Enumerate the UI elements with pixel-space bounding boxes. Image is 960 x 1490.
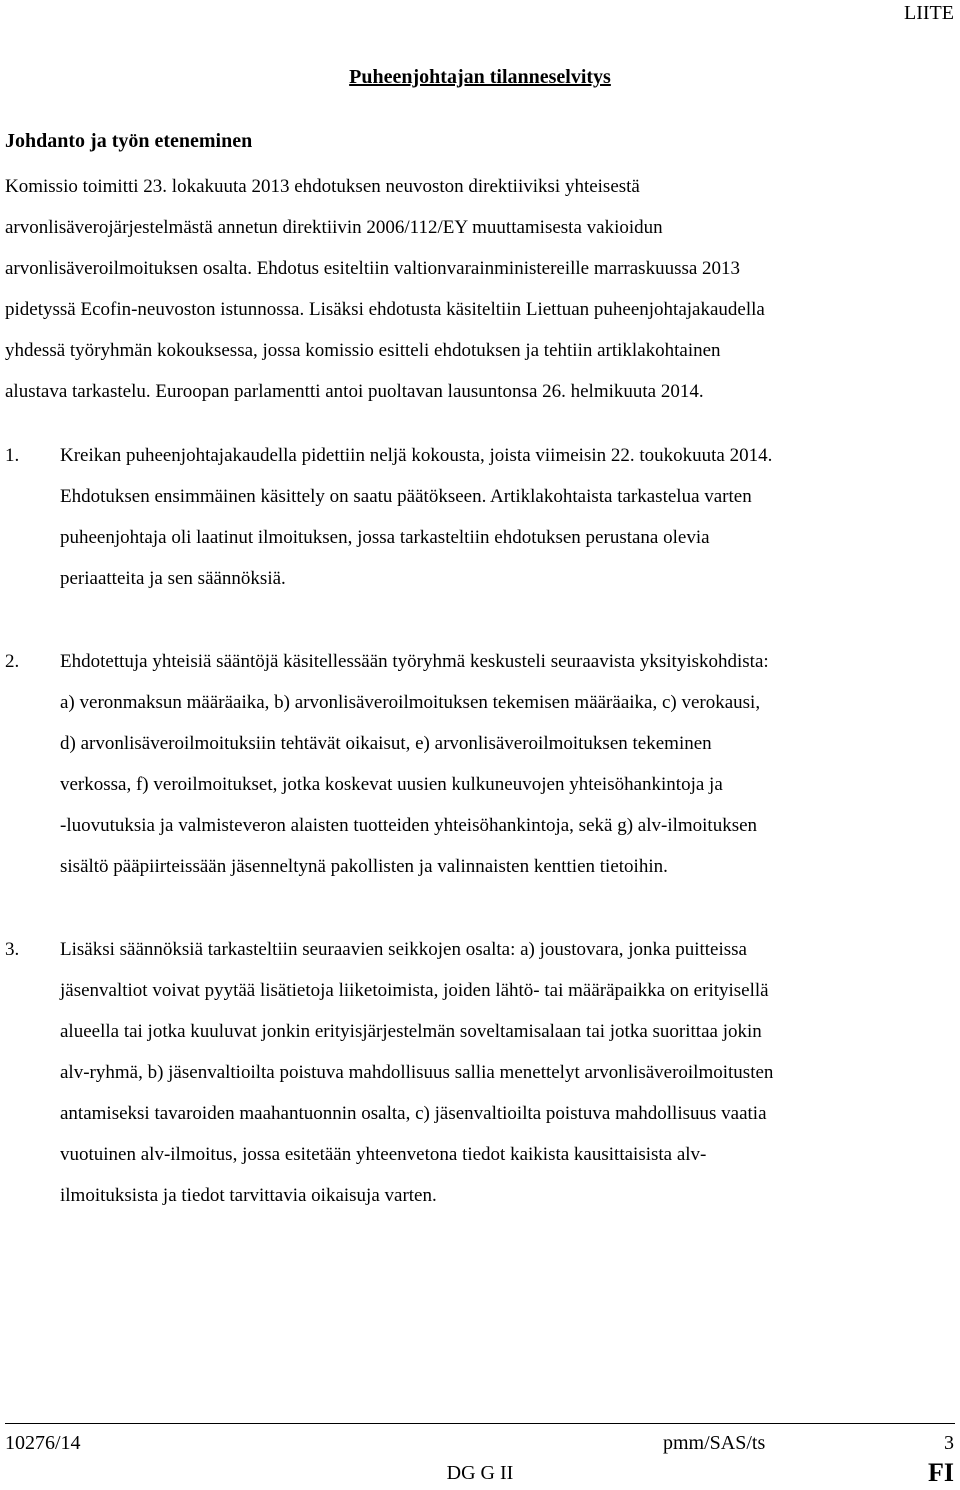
- intro-line: alustava tarkastelu. Euroopan parlamentti antoi puoltavan lausuntonsa 26. helmikuuta 2014.: [5, 381, 704, 402]
- point-line: alueella tai jotka kuuluvat jonkin erityisjärjestelmän soveltamisalaan tai jotka suorittaa jokin: [60, 1021, 762, 1042]
- language-code: FI: [928, 1458, 954, 1487]
- point-line: antamiseksi tavaroiden maahantuonnin osalta, c) jäsenvaltioilta poistuva mahdollisuus vaatia: [60, 1103, 767, 1124]
- point-body: [60, 929, 955, 1216]
- footer-divider: [5, 1423, 955, 1424]
- point-line: alv-ryhmä, b) jäsenvaltioilta poistuva mahdollisuus sallia menettelyt arvonlisäveroilmoitusten: [60, 1062, 774, 1083]
- page-number: 3: [944, 1432, 954, 1454]
- point-line: ilmoituksista ja tiedot tarvittavia oikaisuja varten.: [60, 1185, 437, 1206]
- document-title: [0, 63, 960, 91]
- point-line: puheenjohtaja oli laatinut ilmoituksen, jossa tarkasteltiin ehdotuksen perustana olevia: [60, 527, 710, 548]
- annex-label: LIITE: [904, 2, 954, 24]
- intro-line: Komissio toimitti 23. lokakuuta 2013 ehdotuksen neuvoston direktiiviksi yhteisestä: [5, 176, 640, 197]
- point-line: Ehdotettuja yhteisiä sääntöjä käsitellessään työryhmä keskusteli seuraavista yksityiskohdista:: [60, 651, 769, 672]
- document-reference: 10276/14: [5, 1432, 81, 1454]
- point-line: -luovutuksia ja valmisteveron alaisten tuotteiden yhteisöhankintoja, sekä g) alv-ilmoituksen: [60, 815, 758, 836]
- directorate-text: DG G II: [446, 1462, 514, 1484]
- numbered-point-2: [5, 641, 955, 887]
- point-line: Kreikan puheenjohtajakaudella pidettiin neljä kokousta, joista viimeisin 22. toukokuuta 2014.: [60, 445, 773, 466]
- point-line: jäsenvaltiot voivat pyytää lisätietoja liiketoimista, joiden lähtö- tai määräpaikka on erityisellä: [60, 980, 769, 1001]
- intro-line: yhdessä työryhmän kokouksessa, jossa komissio esitteli ehdotuksen ja tehtiin artiklakohtainen: [5, 340, 721, 361]
- section-heading: Johdanto ja työn eteneminen: [5, 130, 253, 152]
- numbered-point-3: [5, 929, 955, 1216]
- point-body: [60, 435, 955, 599]
- point-line: d) arvonlisäveroilmoituksiin tehtävät oikaisut, e) arvonlisäveroilmoituksen tekeminen: [60, 733, 712, 754]
- point-line: Ehdotuksen ensimmäinen käsittely on saatu päätökseen. Artiklakohtaista tarkastelua varten: [60, 486, 752, 507]
- point-line: a) veronmaksun määräaika, b) arvonlisäveroilmoituksen tekemisen määräaika, c) verokausi,: [60, 692, 761, 713]
- point-number: 3.: [5, 939, 20, 960]
- intro-line: arvonlisäverojärjestelmästä annetun direktiivin 2006/112/EY muuttamisesta vakioidun: [5, 217, 663, 238]
- point-number: 1.: [5, 445, 20, 466]
- document-title-text: Puheenjohtajan tilanneselvitys: [349, 66, 611, 88]
- point-line: Lisäksi säännöksiä tarkasteltiin seuraavien seikkojen osalta: a) joustovara, jonka puitteissa: [60, 939, 747, 960]
- directorate: [0, 1460, 960, 1486]
- point-line: verkossa, f) veroilmoitukset, jotka koskevat uusien kulkuneuvojen yhteisöhankintoja ja: [60, 774, 723, 795]
- author-initials: pmm/SAS/ts: [663, 1432, 766, 1454]
- point-body: [60, 641, 955, 887]
- intro-line: arvonlisäveroilmoituksen osalta. Ehdotus esiteltiin valtionvarainministereille marraskuussa 2013: [5, 258, 741, 279]
- numbered-point-1: [5, 435, 955, 599]
- point-number: 2.: [5, 651, 20, 672]
- intro-line: pidetyssä Ecofin-neuvoston istunnossa. Lisäksi ehdotusta käsiteltiin Liettuan puheenjohtajakaudella: [5, 299, 765, 320]
- point-line: sisältö pääpiirteissään jäsenneltynä pakollisten ja valinnaisten kenttien tietoihin.: [60, 856, 668, 877]
- point-line: periaatteita ja sen säännöksiä.: [60, 568, 286, 589]
- point-line: vuotuinen alv-ilmoitus, jossa esitetään yhteenvetona tiedot kaikista kausittaisista alv-: [60, 1144, 707, 1165]
- intro-paragraph: [5, 166, 955, 412]
